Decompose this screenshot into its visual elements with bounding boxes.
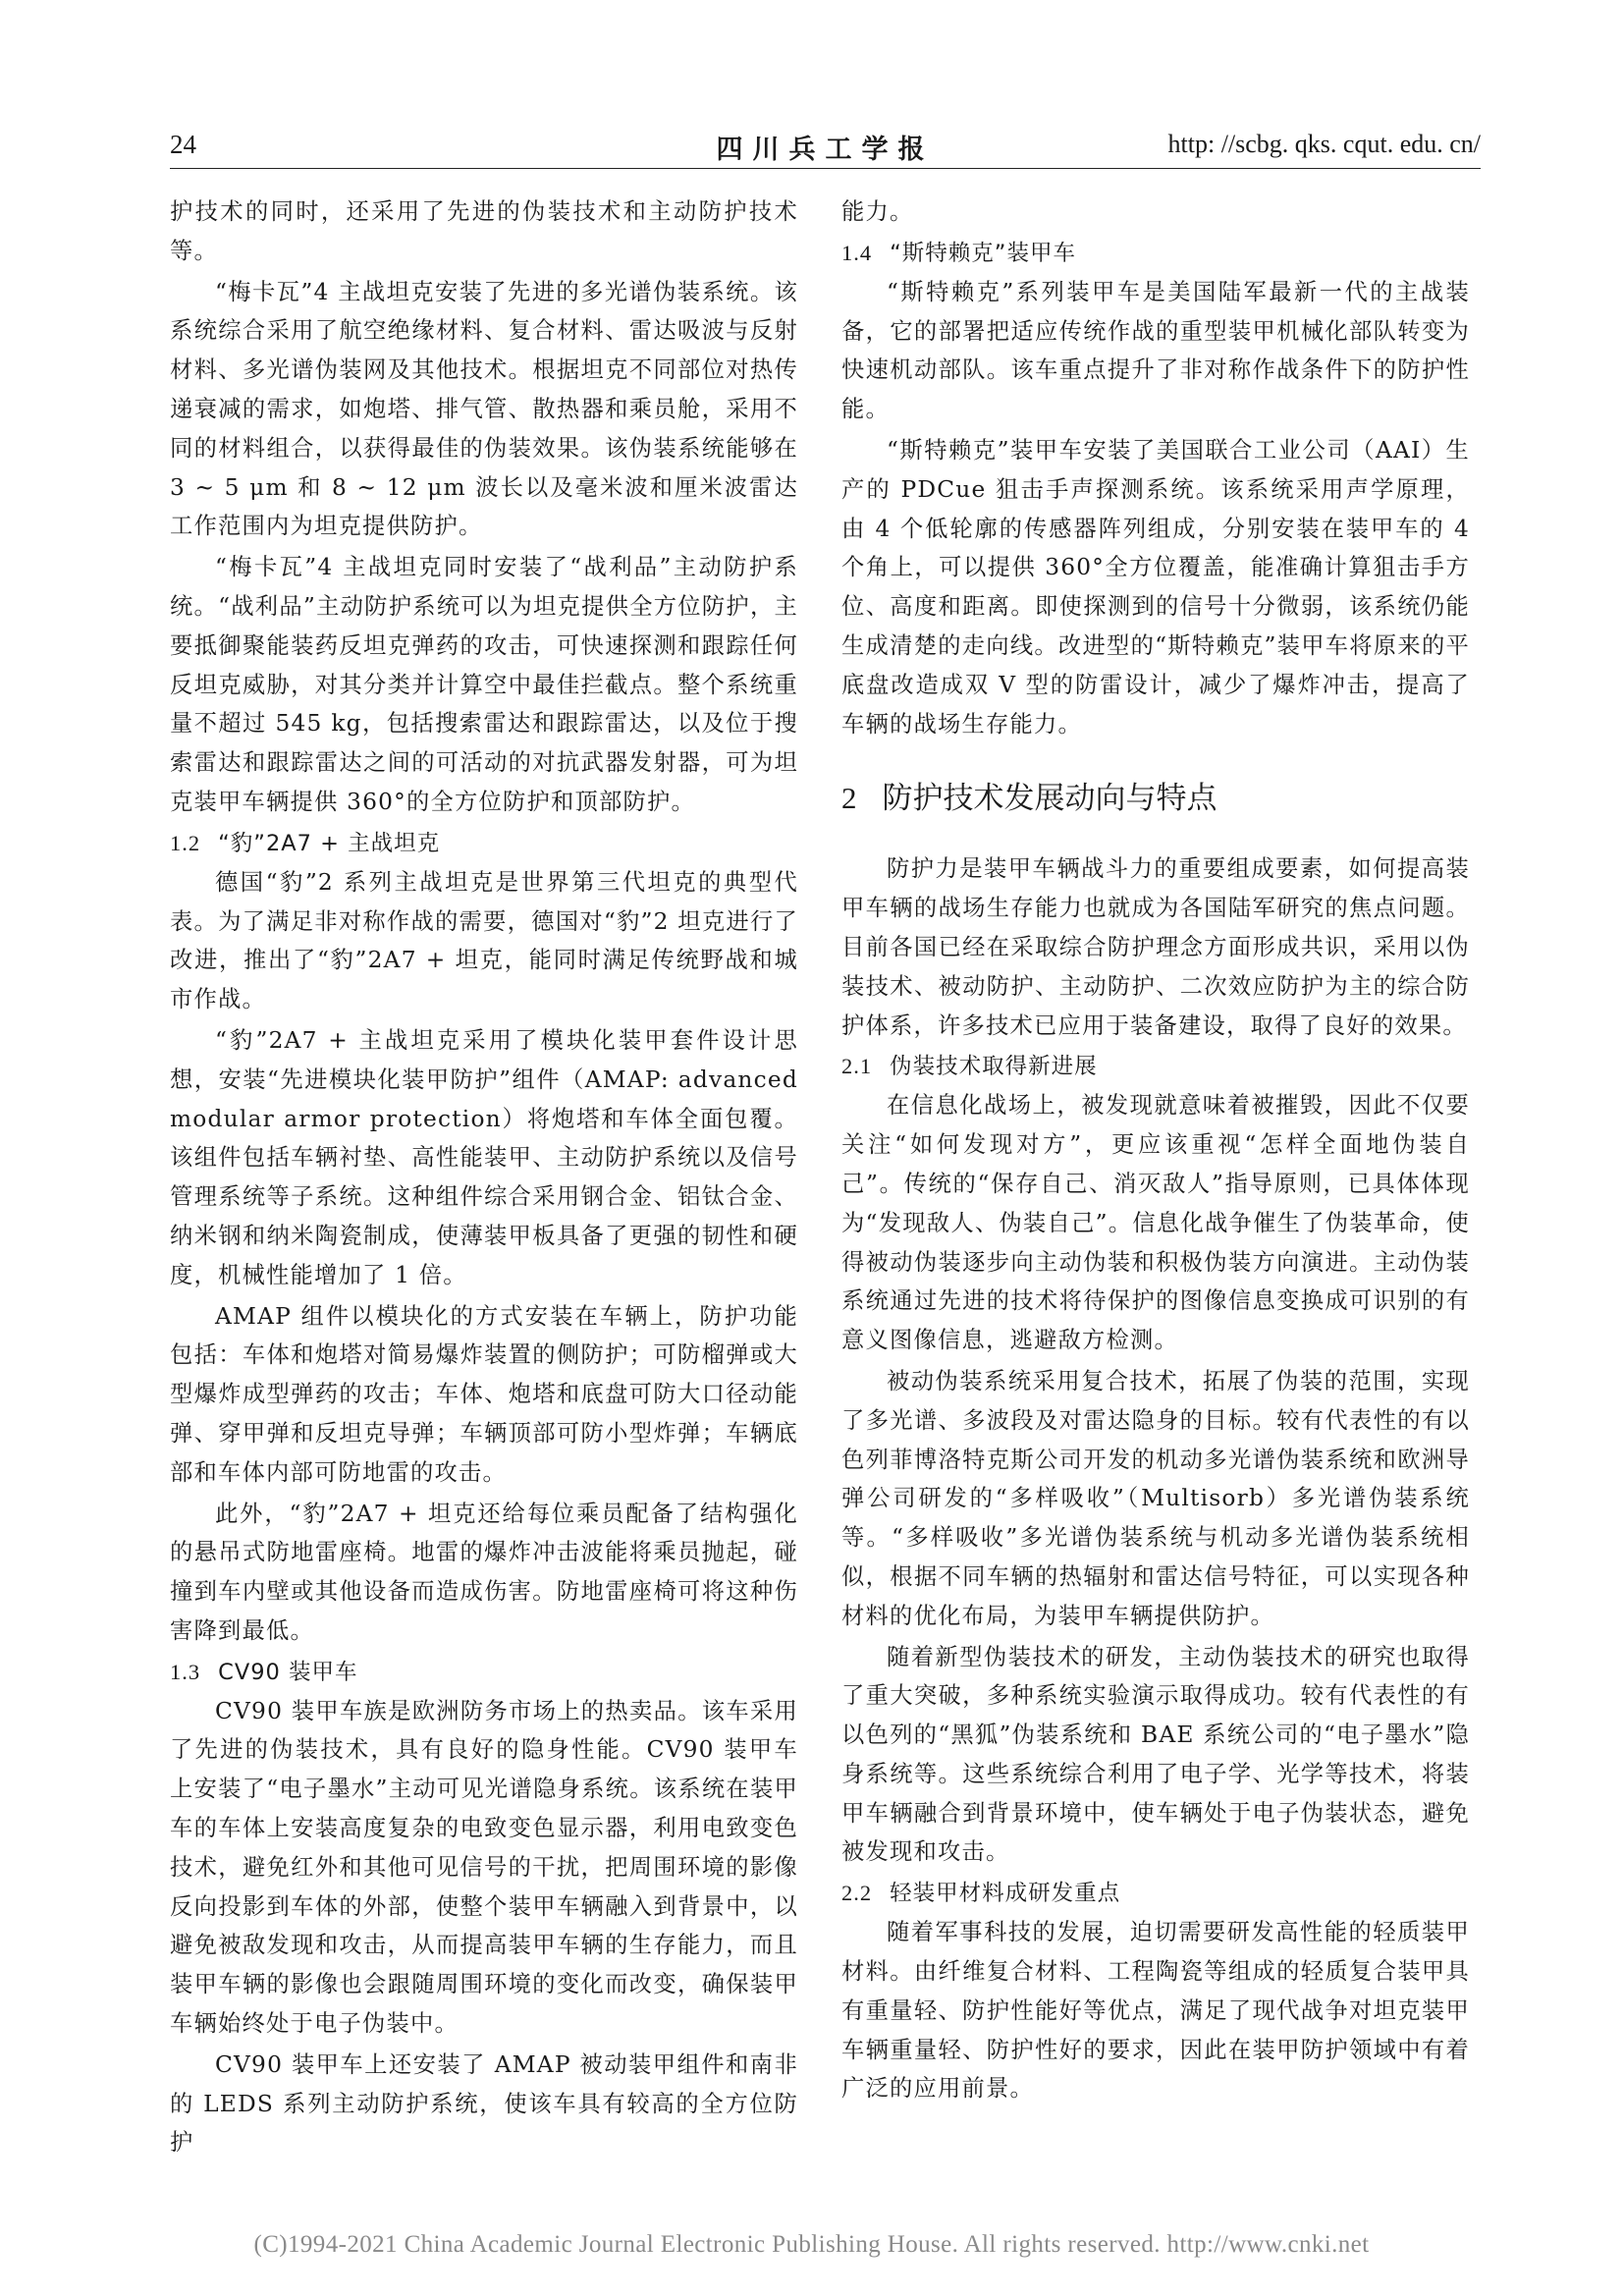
paragraph: “梅卡瓦”4 主战坦克安装了先进的多光谱伪装系统。该系统综合采用了航空绝缘材料、复合材料、雷达吸波与反射材料、多光谱伪装网及其他技术。根据坦克不同部位对热传递衰减的需求，如炮塔、排气管、散热器和乘员舱，采用不同的材料组合，以获得最佳的伪装效果。该伪装系统能够在 3 ~ 5 μm 和 8 ~ 12 μm 波长以及毫米波和厘米波雷达工作范围内为坦克提供防护。 <box>170 278 798 540</box>
section-title: 防护技术发展动向与特点 <box>882 781 1217 817</box>
paragraph: 能力。 <box>841 198 914 225</box>
paragraph: 此外，“豹”2A7 + 坦克还给每位乘员配备了结构强化的悬吊式防地雷座椅。地雷的爆炸冲击波能将乘员抛起，碰撞到车内壁或其他设备而造成伤害。防地雷座椅可将这种伤害降到最低。 <box>170 1500 798 1644</box>
left-column <box>170 192 798 2164</box>
subsection-number: 1.2 <box>170 830 201 855</box>
paragraph: “梅卡瓦”4 主战坦克同时安装了“战利品”主动防护系统。“战利品”主动防护系统可以为坦克提供全方位防护，主要抵御聚能装药反坦克弹药的攻击，可快速探测和跟踪任何反坦克威胁，对其分类并计算空中最佳拦截点。整个系统重量不超过 545 kg，包括搜索雷达和跟踪雷达，以及位于搜索雷达和跟踪雷达之间的可活动的对抗武器发射器，可为坦克装甲车辆提供 360°的全方位防护和顶部防护。 <box>170 554 798 815</box>
subsection-number: 1.4 <box>841 240 873 265</box>
paragraph: 被动伪装系统采用复合技术，拓展了伪装的范围，实现了多光谱、多波段及对雷达隐身的目标。较有代表性的有以色列菲博洛特克斯公司开发的机动多光谱伪装系统和欧洲导弹公司研发的“多样吸收”（Multisorb）多光谱伪装系统等。“多样吸收”多光谱伪装系统与机动多光谱伪装系统相似，根据不同车辆的热辐射和雷达信号特征，可以实现各种材料的优化布局，为装甲车辆提供防护。 <box>841 1367 1470 1629</box>
subsection-heading-1-4 <box>841 234 1470 273</box>
right-column <box>841 192 1470 2110</box>
subsection-heading-2-1 <box>841 1047 1470 1086</box>
subsection-title: “豹”2A7 + 主战坦克 <box>218 830 441 856</box>
copyright-footer: (C)1994-2021 China Academic Journal Electronic Publishing House. All rights reserved. http://www.cnki.net <box>253 2231 1370 2258</box>
paragraph: “斯特赖克”系列装甲车是美国陆军最新一代的主战装备，它的部署把适应传统作战的重型装甲机械化部队转变为快速机动部队。该车重点提升了非对称作战条件下的防护性能。 <box>841 278 1470 423</box>
subsection-number: 2.1 <box>841 1054 873 1079</box>
paragraph: “豹”2A7 + 主战坦克采用了模块化装甲套件设计思想，安装“先进模块化装甲防护”组件（AMAP: advanced modular armor protection）将炮塔和车体全面包覆。该组件包括车辆衬垫、高性能装甲、主动防护系统以及信号管理系统等子系统。这种组件综合采用钢合金、铝钛合金、纳米钢和纳米陶瓷制成，使薄装甲板具备了更强的韧性和硬度，机械性能增加了 1 倍。 <box>170 1026 798 1288</box>
subsection-title: 伪装技术取得新进展 <box>890 1054 1098 1080</box>
running-header <box>170 124 1481 163</box>
subsection-heading-2-2 <box>841 1874 1470 1913</box>
paragraph: 随着军事科技的发展，迫切需要研发高性能的轻质装甲材料。由纤维复合材料、工程陶瓷等组成的轻质复合装甲具有重量轻、防护性能好等优点，满足了现代战争对坦克装甲车辆重量轻、防护性好的要求，因此在装甲防护领域中有着广泛的应用前景。 <box>841 1919 1470 2103</box>
page-number: 24 <box>170 130 196 159</box>
section-number: 2 <box>841 781 857 816</box>
journal-title: 四川兵工学报 <box>716 135 935 165</box>
subsection-heading-1-2 <box>170 824 798 863</box>
subsection-title: “斯特赖克”装甲车 <box>890 240 1076 266</box>
paragraph: 护技术的同时，还采用了先进的伪装技术和主动防护技术等。 <box>170 198 798 264</box>
section-heading-2 <box>841 777 1470 820</box>
subsection-title: 轻装甲材料成研发重点 <box>890 1881 1121 1907</box>
paragraph: 德国“豹”2 系列主战坦克是世界第三代坦克的典型代表。为了满足非对称作战的需要，德国对“豹”2 坦克进行了改进，推出了“豹”2A7 + 坦克，能同时满足传统野战和城市作战。 <box>170 868 798 1013</box>
paragraph: “斯特赖克”装甲车安装了美国联合工业公司（AAI）生产的 PDCue 狙击手声探测系统。该系统采用声学原理，由 4 个低轮廓的传感器阵列组成，分别安装在装甲车的 4 个角上，可以提供 360°全方位覆盖，能准确计算狙击手方位、高度和距离。即使探测到的信号十分微弱，该系统仍能生成清楚的走向线。改进型的“斯特赖克”装甲车将原来的平底盘改造成双 V 型的防雷设计，减少了爆炸冲击，提高了车辆的战场生存能力。 <box>841 436 1470 738</box>
subsection-title: CV90 装甲车 <box>218 1659 358 1685</box>
subsection-number: 1.3 <box>170 1659 201 1684</box>
paragraph: CV90 装甲车上还安装了 AMAP 被动装甲组件和南非的 LEDS 系列主动防护系统，使该车具有较高的全方位防护 <box>170 2050 798 2157</box>
paragraph: AMAP 组件以模块化的方式安装在车辆上，防护功能包括：车体和炮塔对简易爆炸装置的侧防护；可防榴弹或大型爆炸成型弹药的攻击；车体、炮塔和底盘可防大口径动能弹、穿甲弹和反坦克导弹；车辆顶部可防小型炸弹；车辆底部和车体内部可防地雷的攻击。 <box>170 1302 798 1486</box>
subsection-number: 2.2 <box>841 1881 873 1906</box>
paragraph: 随着新型伪装技术的研发，主动伪装技术的研究也取得了重大突破，多种系统实验演示取得成功。较有代表性的有以色列的“黑狐”伪装系统和 BAE 系统公司的“电子墨水”隐身系统等。这些系统综合利用了电子学、光学等技术，将装甲车辆融合到背景环境中，使车辆处于电子伪装状态，避免被发现和攻击。 <box>841 1643 1470 1866</box>
paragraph: 在信息化战场上，被发现就意味着被摧毁，因此不仅要关注“如何发现对方”，更应该重视“怎样全面地伪装自己”。传统的“保存自己、消灭敌人”指导原则，已具体体现为“发现敌人、伪装自己”。信息化战争催生了伪装革命，使得被动伪装逐步向主动伪装和积极伪装方向演进。主动伪装系统通过先进的技术将待保护的图像信息变换成可识别的有意义图像信息，逃避敌方检测。 <box>841 1092 1470 1354</box>
journal-url: http: //scbg. qks. cqut. edu. cn/ <box>1167 130 1481 158</box>
paragraph: 防护力是装甲车辆战斗力的重要组成要素，如何提高装甲车辆的战场生存能力也就成为各国陆军研究的焦点问题。目前各国已经在采取综合防护理念方面形成共识，采用以伪装技术、被动防护、主动防护、二次效应防护为主的综合防护体系，许多技术已应用于装备建设，取得了良好的效果。 <box>841 855 1470 1039</box>
header-rule <box>170 168 1481 169</box>
paragraph: CV90 装甲车族是欧洲防务市场上的热卖品。该车采用了先进的伪装技术，具有良好的隐身性能。CV90 装甲车上安装了“电子墨水”主动可见光谱隐身系统。该系统在装甲车的车体上安装高度复杂的电致变色显示器，利用电致变色技术，避免红外和其他可见信号的干扰，把周围环境的影像反向投影到车体的外部，使整个装甲车辆融入到背景中，以避免被敌发现和攻击，从而提高装甲车辆的生存能力，而且装甲车辆的影像也会跟随周围环境的变化而改变，确保装甲车辆始终处于电子伪装中。 <box>170 1697 798 2038</box>
subsection-heading-1-3 <box>170 1653 798 1692</box>
